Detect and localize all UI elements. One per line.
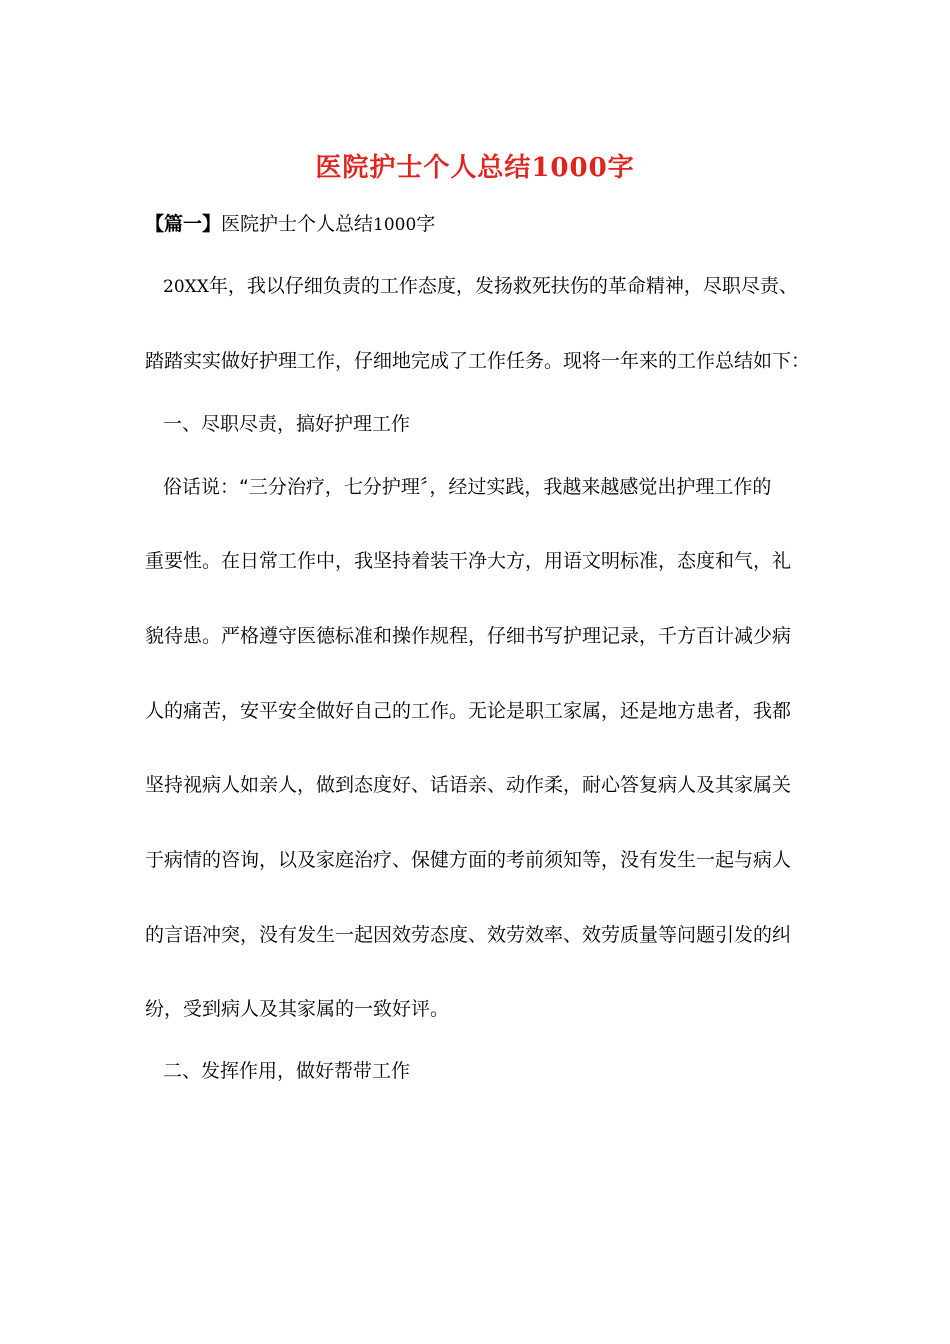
paragraph-1-line: 纷，受到病人及其家属的一致好评。 xyxy=(145,998,450,1020)
intro-year: 20XX xyxy=(163,277,209,297)
paragraph-1-line: 于病情的咨询，以及家庭治疗、保健方面的考前须知等，没有发生一起与病人 xyxy=(145,849,792,871)
document-title: 医院护士个人总结1000字 xyxy=(315,153,635,183)
section-title-number: 1000 xyxy=(373,215,417,235)
paragraph-1-line: 俗话说：“三分治疗，七分护理〞，经过实践，我越来越感觉出护理工作的 xyxy=(163,476,772,498)
intro-line-1 xyxy=(163,272,798,301)
section-title-prefix: 医院护士个人总结 xyxy=(221,213,374,235)
paragraph-1-line: 人的痛苦，安平安全做好自己的工作。无论是职工家属，还是地方患者，我都 xyxy=(145,700,792,722)
paragraph-1-line: 的言语冲突，没有发生一起因效劳态度、效劳效率、效劳质量等问题引发的纠 xyxy=(145,924,792,946)
section-heading xyxy=(145,210,435,239)
intro-line-2: 踏踏实实做好护理工作，仔细地完成了工作任务。现将一年来的工作总结如下： xyxy=(145,350,811,372)
heading-1: 一、尽职尽责，搞好护理工作 xyxy=(163,413,411,435)
paragraph-1-line: 坚持视病人如亲人，做到态度好、话语亲、动作柔，耐心答复病人及其家属关 xyxy=(145,774,792,796)
section-tag: 【篇一】 xyxy=(145,213,222,235)
heading-2: 二、发挥作用，做好帮带工作 xyxy=(163,1060,411,1082)
paragraph-1-line: 貌待患。严格遵守医德标准和操作规程，仔细书写护理记录，千方百计减少病 xyxy=(145,625,792,647)
intro-line-1-text: 年，我以仔细负责的工作态度，发扬救死扶伤的革命精神，尽职尽责、 xyxy=(208,275,798,297)
section-title-suffix: 字 xyxy=(416,213,436,235)
paragraph-1-line: 重要性。在日常工作中，我坚持着装干净大方，用语文明标准，态度和气，礼 xyxy=(145,550,792,572)
